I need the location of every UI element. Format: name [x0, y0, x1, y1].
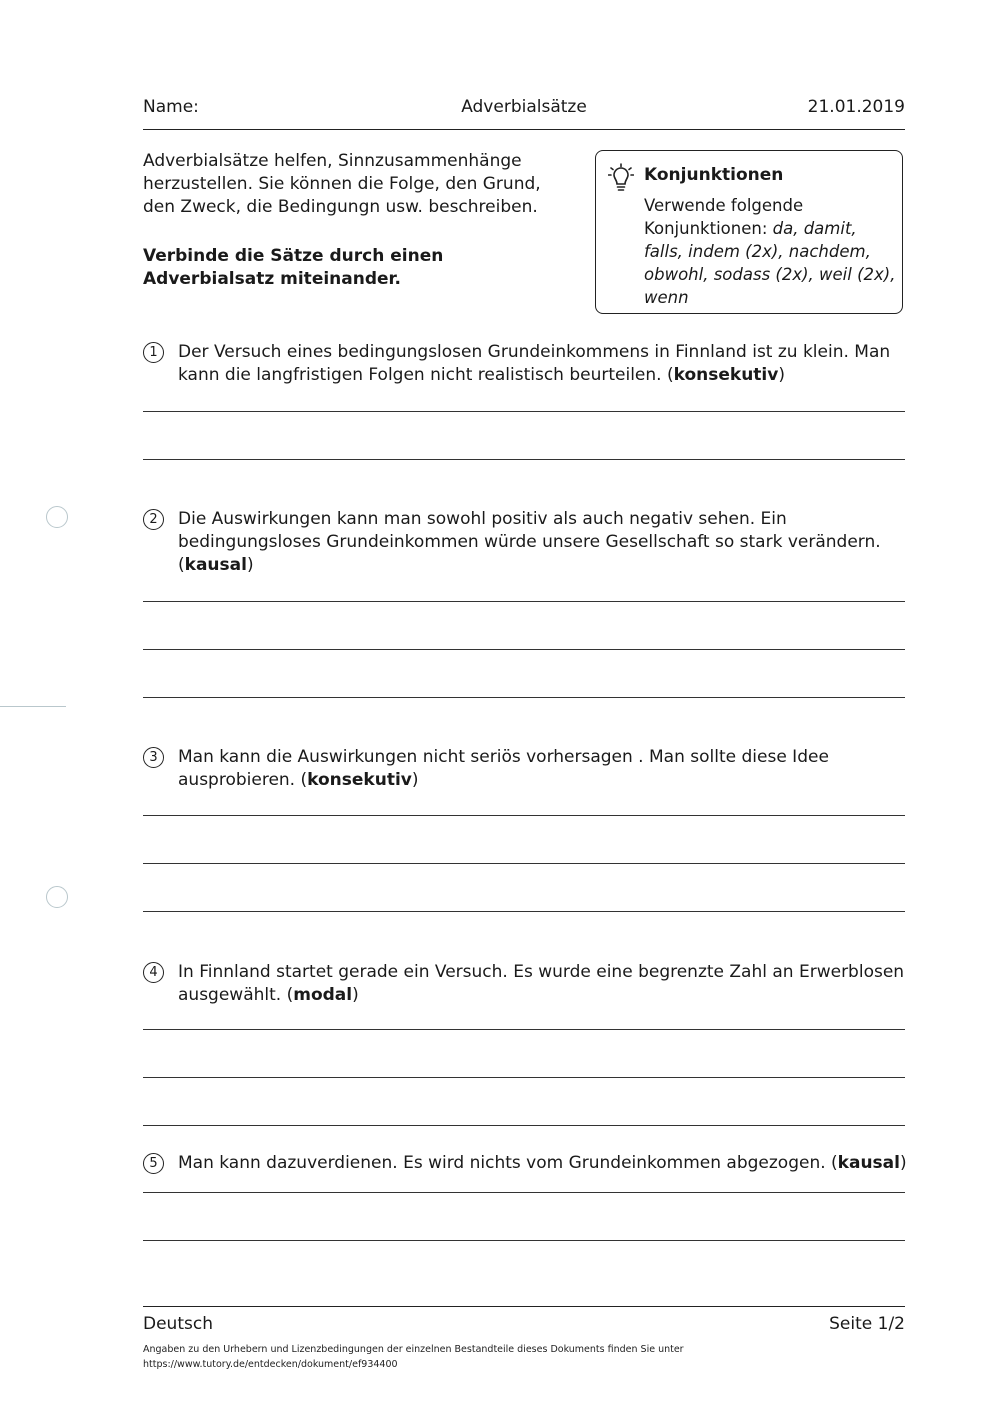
writing-line[interactable] [143, 1125, 905, 1126]
lightbulb-icon [608, 163, 634, 193]
exercise-number: 1 [143, 342, 164, 363]
exercise-number: 3 [143, 747, 164, 768]
writing-line[interactable] [143, 1029, 905, 1030]
exercise-text [178, 1152, 908, 1175]
writing-line[interactable] [143, 1240, 905, 1241]
writing-line[interactable] [143, 815, 905, 816]
exercise-text [178, 341, 908, 387]
credits-link[interactable]: https://www.tutory.de/entdecken/dokument/ef934400 [143, 1359, 398, 1370]
closing-paren: ) [899, 1153, 907, 1173]
exercise-sentence: Man kann dazuverdienen. Es wird nichts vom Grundeinkommen abgezogen. ( [178, 1153, 838, 1173]
closing-paren: ) [246, 555, 254, 575]
credits-text: Angaben zu den Urhebern und Lizenzbedingungen der einzelnen Bestandteile dieses Dokuments finden Sie unter [143, 1344, 684, 1355]
writing-line[interactable] [143, 459, 905, 460]
footer-rule [143, 1306, 905, 1307]
closing-paren: ) [411, 770, 419, 790]
exercise-sentence: Die Auswirkungen kann man sowohl positiv als auch negativ sehen. Ein bedingungsloses Grundeinkommen würde unsere Gesellschaft so stark verändern. ( [178, 509, 881, 575]
date: 21.01.2019 [807, 97, 905, 117]
clause-type: kausal [184, 555, 247, 575]
closing-paren: ) [352, 985, 359, 1005]
page-number: Seite 1/2 [829, 1314, 905, 1334]
exercise-sentence: Der Versuch eines bedingungslosen Grundeinkommens in Finnland ist zu klein. Man kann die langfristigen Folgen nicht realistisch beurteilen. ( [178, 342, 891, 385]
exercise-text [178, 508, 908, 577]
writing-line[interactable] [143, 411, 905, 412]
writing-line[interactable] [143, 863, 905, 864]
writing-line[interactable] [143, 601, 905, 602]
exercise-text [178, 961, 908, 1007]
writing-line[interactable] [143, 1192, 905, 1193]
header-rule [143, 129, 905, 130]
conjunction-list: da, damit, falls, indem (2x), nachdem, obwohl, sodass (2x), weil (2x), wenn [644, 219, 896, 307]
subject-label: Deutsch [143, 1314, 213, 1334]
punch-hole-mark [46, 886, 68, 908]
clause-type: konsekutiv [307, 770, 412, 790]
exercise-text [178, 746, 908, 792]
writing-line[interactable] [143, 911, 905, 912]
page-title: Adverbialsätze [461, 97, 587, 117]
intro-text: Adverbialsätze helfen, Sinnzusammenhänge herzustellen. Sie können die Folge, den Grund, den Zweck, die Bedingungn usw. beschreiben. [143, 151, 541, 217]
exercise-sentence: In Finnland startet gerade ein Versuch. Es wurde eine begrenzte Zahl an Erwerblosen ausgewählt. ( [178, 962, 905, 1005]
clause-type: modal [293, 985, 353, 1005]
box-text [644, 194, 896, 309]
task-instruction: Verbinde die Sätze durch einen Adverbialsatz miteinander. [143, 246, 444, 289]
exercise-number: 5 [143, 1153, 164, 1174]
exercise-number: 2 [143, 509, 164, 530]
closing-paren: ) [778, 365, 785, 385]
box-lead: Verwende folgende Konjunktionen: [644, 196, 804, 238]
punch-hole-mark [46, 506, 68, 528]
name-label: Name: [143, 97, 199, 117]
clause-type: konsekutiv [673, 365, 779, 385]
info-box [595, 150, 903, 314]
writing-line[interactable] [143, 697, 905, 698]
clause-type: kausal [837, 1153, 900, 1173]
fold-mark [0, 706, 66, 707]
box-title: Konjunktionen [644, 165, 784, 185]
writing-line[interactable] [143, 649, 905, 650]
writing-line[interactable] [143, 1077, 905, 1078]
exercise-sentence: Man kann die Auswirkungen nicht seriös vorhersagen . Man sollte diese Idee ausprobieren. ( [178, 747, 829, 790]
exercise-number: 4 [143, 962, 164, 983]
